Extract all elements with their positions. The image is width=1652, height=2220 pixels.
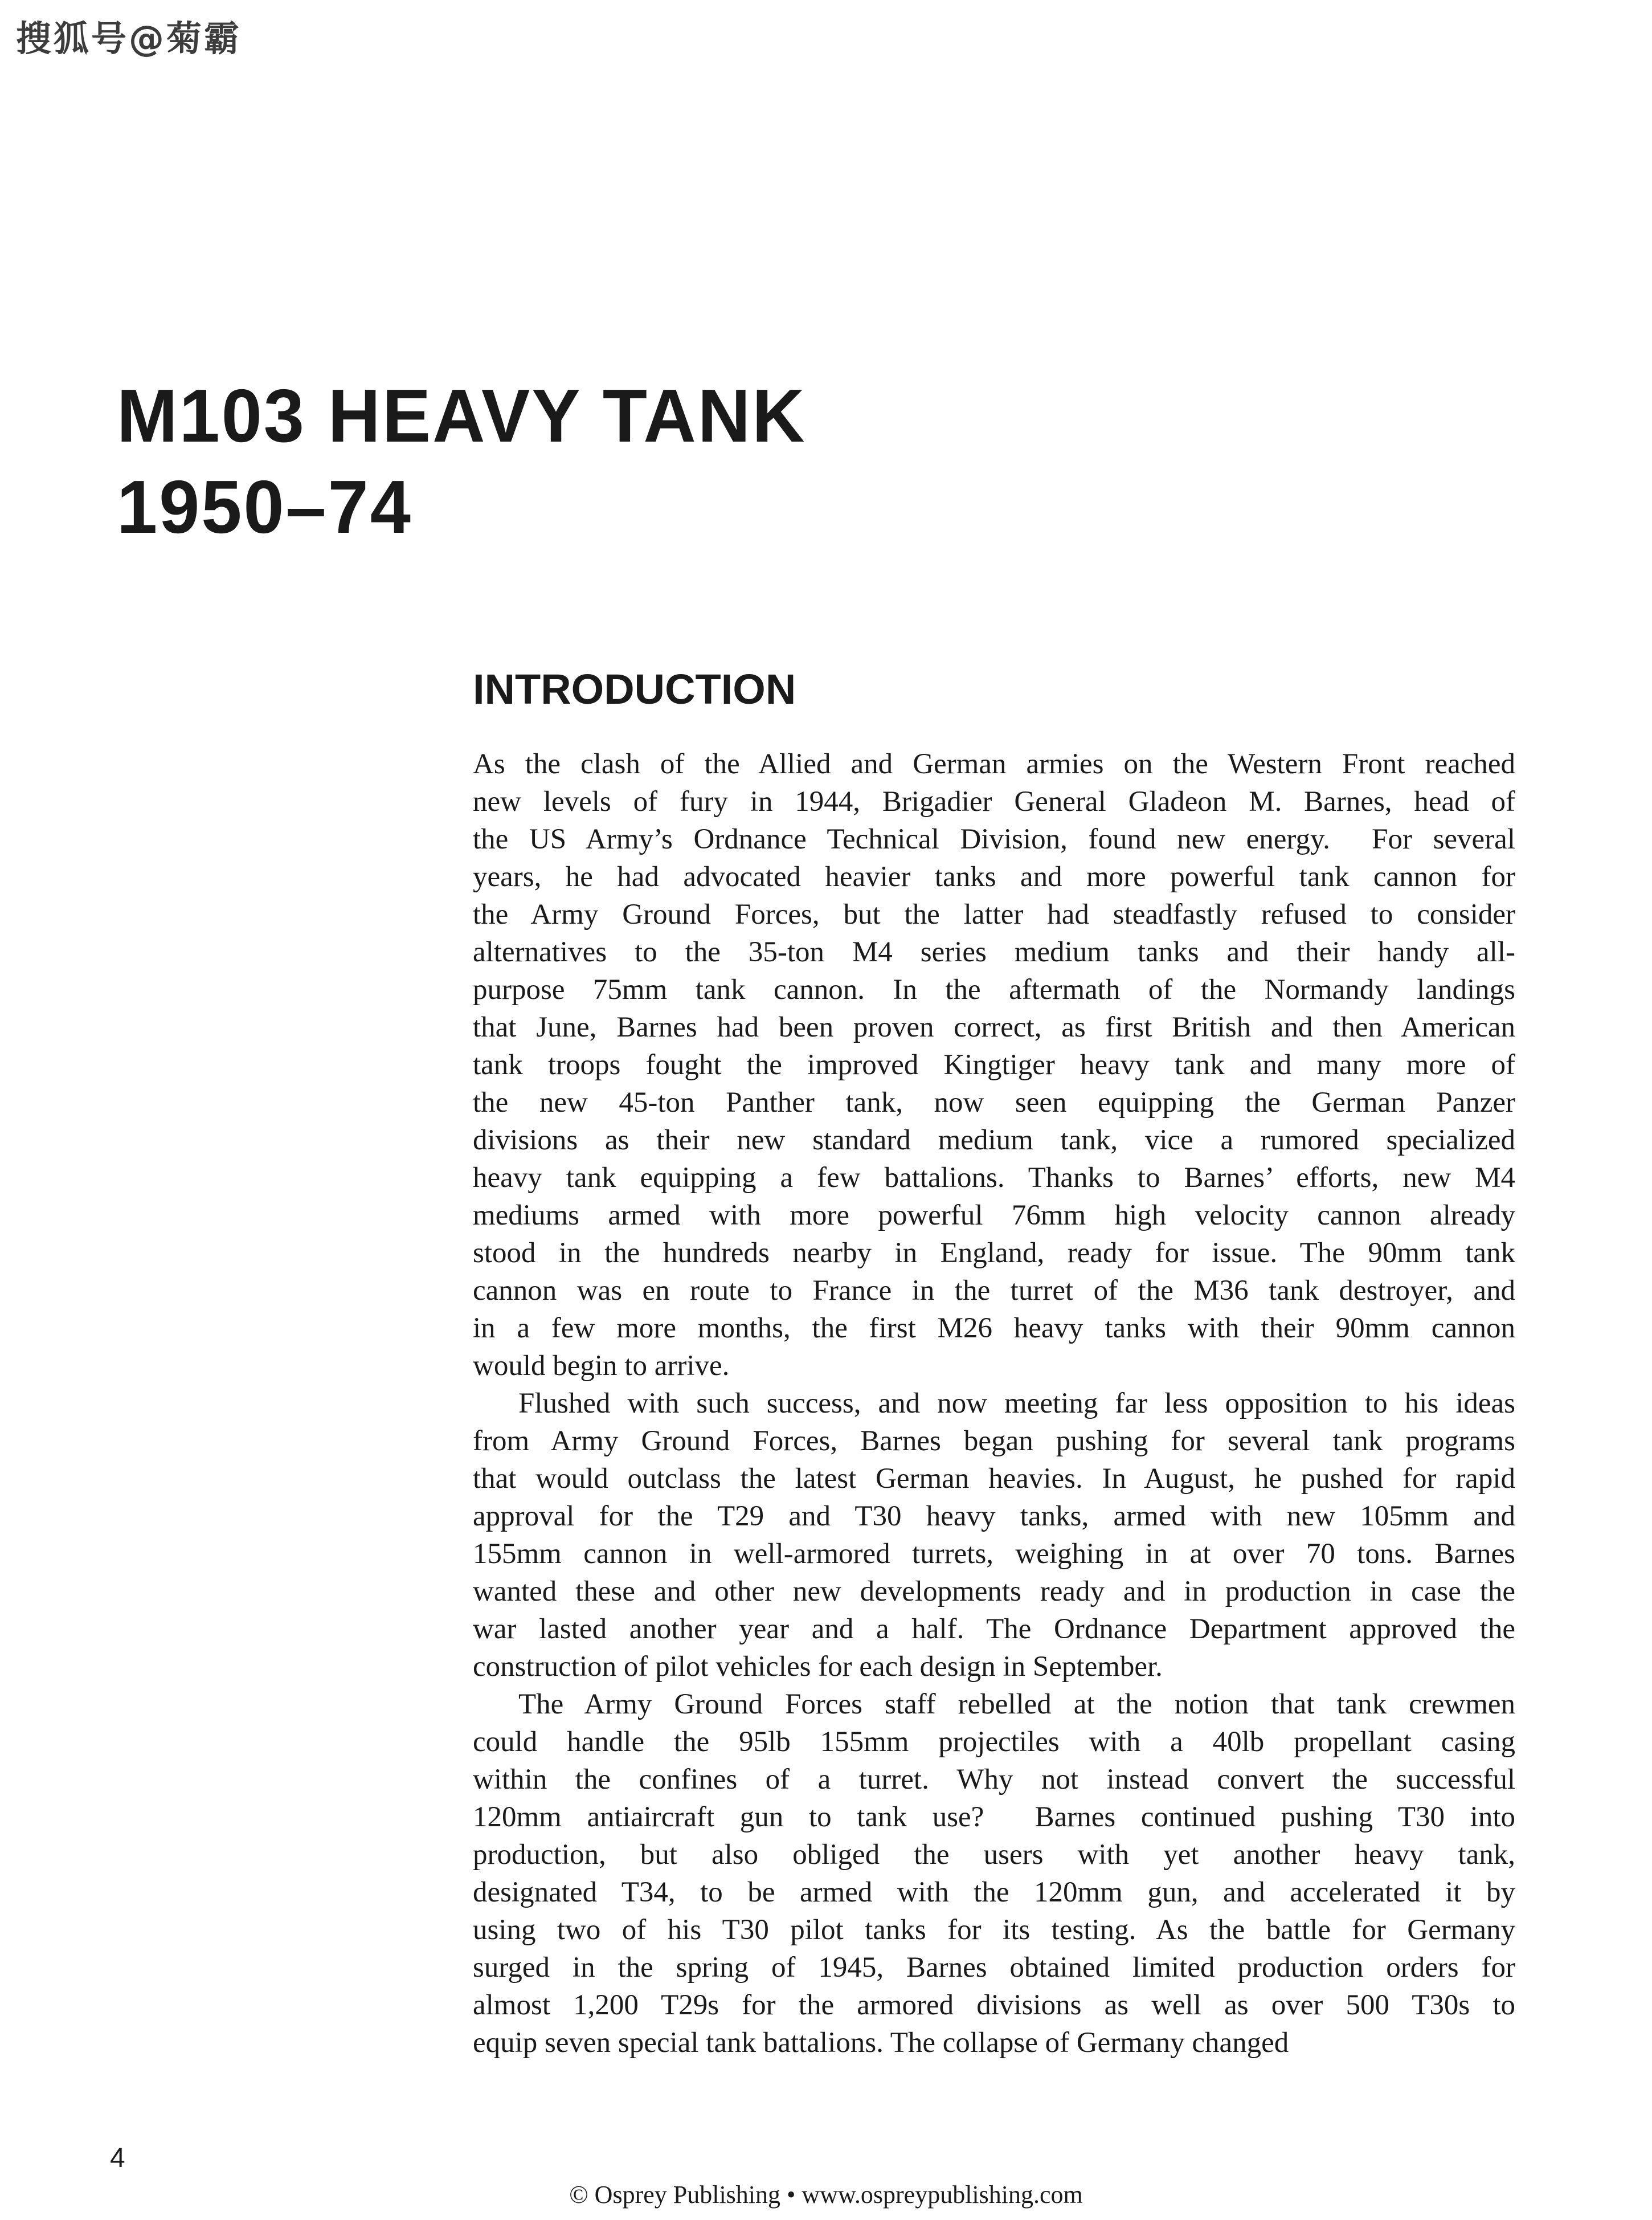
- body-line: cannon was en route to France in the turret of the M36 tank destroyer, and: [473, 1275, 1515, 1307]
- body-line: that would outclass the latest German heavies. In August, he pushed for rapid: [473, 1463, 1515, 1495]
- body-line: designated T34, to be armed with the 120mm gun, and accelerated it by: [473, 1876, 1515, 1908]
- page-number: 4: [110, 2143, 125, 2173]
- body-line: surged in the spring of 1945, Barnes obtained limited production orders for: [473, 1952, 1515, 1984]
- body-line: from Army Ground Forces, Barnes began pushing for several tank programs: [473, 1425, 1515, 1457]
- body-line: using two of his T30 pilot tanks for its testing. As the battle for Germany: [473, 1914, 1515, 1946]
- body-line: that June, Barnes had been proven correct, as first British and then American: [473, 1011, 1515, 1043]
- body-line: divisions as their new standard medium tank, vice a rumored specialized: [473, 1124, 1515, 1156]
- body-line: construction of pilot vehicles for each design in September.: [473, 1651, 1163, 1683]
- body-line: would begin to arrive.: [473, 1350, 730, 1382]
- body-line: approval for the T29 and T30 heavy tanks, armed with new 105mm and: [473, 1500, 1515, 1532]
- body-line: alternatives to the 35-ton M4 series medium tanks and their handy all-: [473, 936, 1515, 968]
- body-line: in a few more months, the first M26 heavy tanks with their 90mm cannon: [473, 1312, 1515, 1344]
- body-text: [473, 745, 1515, 2062]
- body-line: war lasted another year and a half. The Ordnance Department approved the: [473, 1613, 1515, 1645]
- watermark-text: 搜狐号@菊霸: [16, 18, 242, 59]
- body-line: As the clash of the Allied and German armies on the Western Front reached: [473, 748, 1515, 780]
- body-line: The Army Ground Forces staff rebelled at the notion that tank crewmen: [518, 1688, 1515, 1720]
- body-line: heavy tank equipping a few battalions. Thanks to Barnes’ efforts, new M4: [473, 1162, 1515, 1194]
- body-line: tank troops fought the improved Kingtiger heavy tank and many more of: [473, 1049, 1515, 1081]
- body-line: the Army Ground Forces, but the latter had steadfastly refused to consider: [473, 899, 1515, 931]
- body-line: Flushed with such success, and now meeting far less opposition to his ideas: [518, 1388, 1515, 1419]
- body-line: stood in the hundreds nearby in England, ready for issue. The 90mm tank: [473, 1237, 1515, 1269]
- body-line: could handle the 95lb 155mm projectiles with a 40lb propellant casing: [473, 1726, 1515, 1758]
- body-line: purpose 75mm tank cannon. In the aftermath of the Normandy landings: [473, 974, 1515, 1006]
- body-line: almost 1,200 T29s for the armored divisions as well as over 500 T30s to: [473, 1989, 1515, 2021]
- imprint-line: © Osprey Publishing • www.ospreypublishing.com: [569, 2181, 1083, 2209]
- body-line: production, but also obliged the users with yet another heavy tank,: [473, 1839, 1515, 1871]
- body-line: the US Army’s Ordnance Technical Division, found new energy. For several: [473, 823, 1515, 855]
- body-line: mediums armed with more powerful 76mm high velocity cannon already: [473, 1199, 1515, 1231]
- title-line-2: 1950–74: [117, 465, 412, 549]
- body-line: years, he had advocated heavier tanks and more powerful tank cannon for: [473, 861, 1515, 893]
- body-line: within the confines of a turret. Why not instead convert the successful: [473, 1764, 1515, 1795]
- body-line: equip seven special tank battalions. The collapse of Germany changed: [473, 2027, 1289, 2059]
- body-line: the new 45-ton Panther tank, now seen equipping the German Panzer: [473, 1087, 1515, 1119]
- page-title: [117, 370, 807, 553]
- body-line: 120mm antiaircraft gun to tank use? Barnes continued pushing T30 into: [473, 1801, 1515, 1833]
- body-line: 155mm cannon in well-armored turrets, weighing in at over 70 tons. Barnes: [473, 1538, 1515, 1570]
- body-line: wanted these and other new developments ready and in production in case the: [473, 1576, 1515, 1607]
- body-line: new levels of fury in 1944, Brigadier General Gladeon M. Barnes, head of: [473, 786, 1515, 818]
- section-heading: INTRODUCTION: [473, 666, 796, 713]
- title-line-1: M103 HEAVY TANK: [117, 374, 807, 458]
